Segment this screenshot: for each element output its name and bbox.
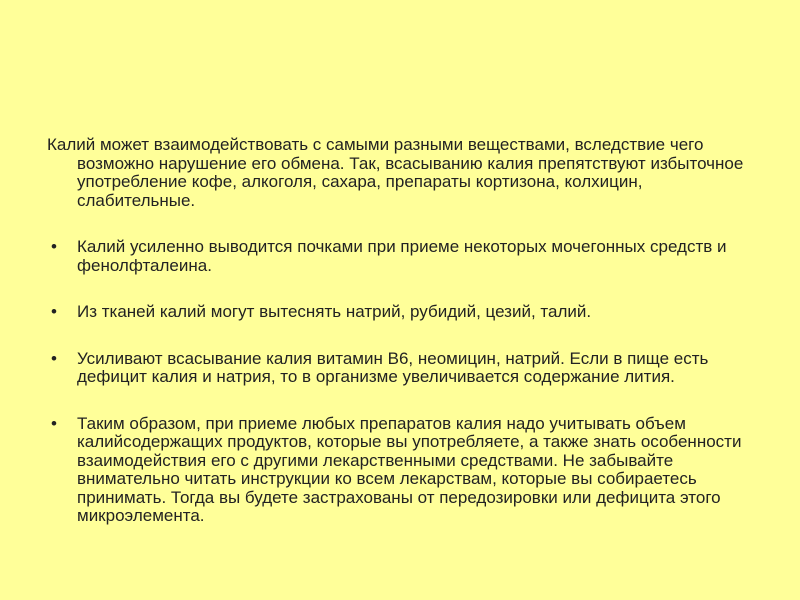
bullet-icon: • xyxy=(51,413,57,433)
list-item xyxy=(47,238,762,275)
list-item xyxy=(47,303,762,322)
bullet-icon: • xyxy=(51,237,57,256)
list-item xyxy=(47,350,762,387)
bullet-list xyxy=(47,238,762,526)
bullet-icon: • xyxy=(51,348,57,368)
intro-first-line: Калий может взаимодействовать с самыми разными веществами, вследствие чего xyxy=(47,135,704,154)
intro-continuation: возможно нарушение его обмена. Так, всасыванию калия препятствуют избыточное употребление кофе, алкоголя, сахара, препараты кортизона, колхицин, слабительные. xyxy=(77,153,744,210)
list-item-text: Таким образом, при приеме любых препаратов калия надо учитывать объем калийсодержащих продуктов, которые вы употребляете, а также знать особенности взаимодействия его с другими лекарственными средствами. Не забывайте внимательно читать инструкции ко всем лекарствам, которые вы собираетесь принимать. Тогда вы будете застрахованы от передозировки или дефицита этого микроэлемента. xyxy=(77,413,742,525)
bullet-icon: • xyxy=(51,302,57,321)
intro-paragraph xyxy=(47,136,762,210)
list-item-text: Калий усиленно выводится почками при приеме некоторых мочегонных средств и фенолфталеина. xyxy=(77,237,727,275)
list-item-text: Из тканей калий могут вытеснять натрий, рубидий, цезий, талий. xyxy=(77,302,592,321)
slide-content xyxy=(47,136,762,554)
list-item xyxy=(47,415,762,526)
list-item-text: Усиливают всасывание калия витамин В6, неомицин, натрий. Если в пище есть дефицит калия и натрия, то в организме увеличивается содержание лития. xyxy=(77,348,709,386)
